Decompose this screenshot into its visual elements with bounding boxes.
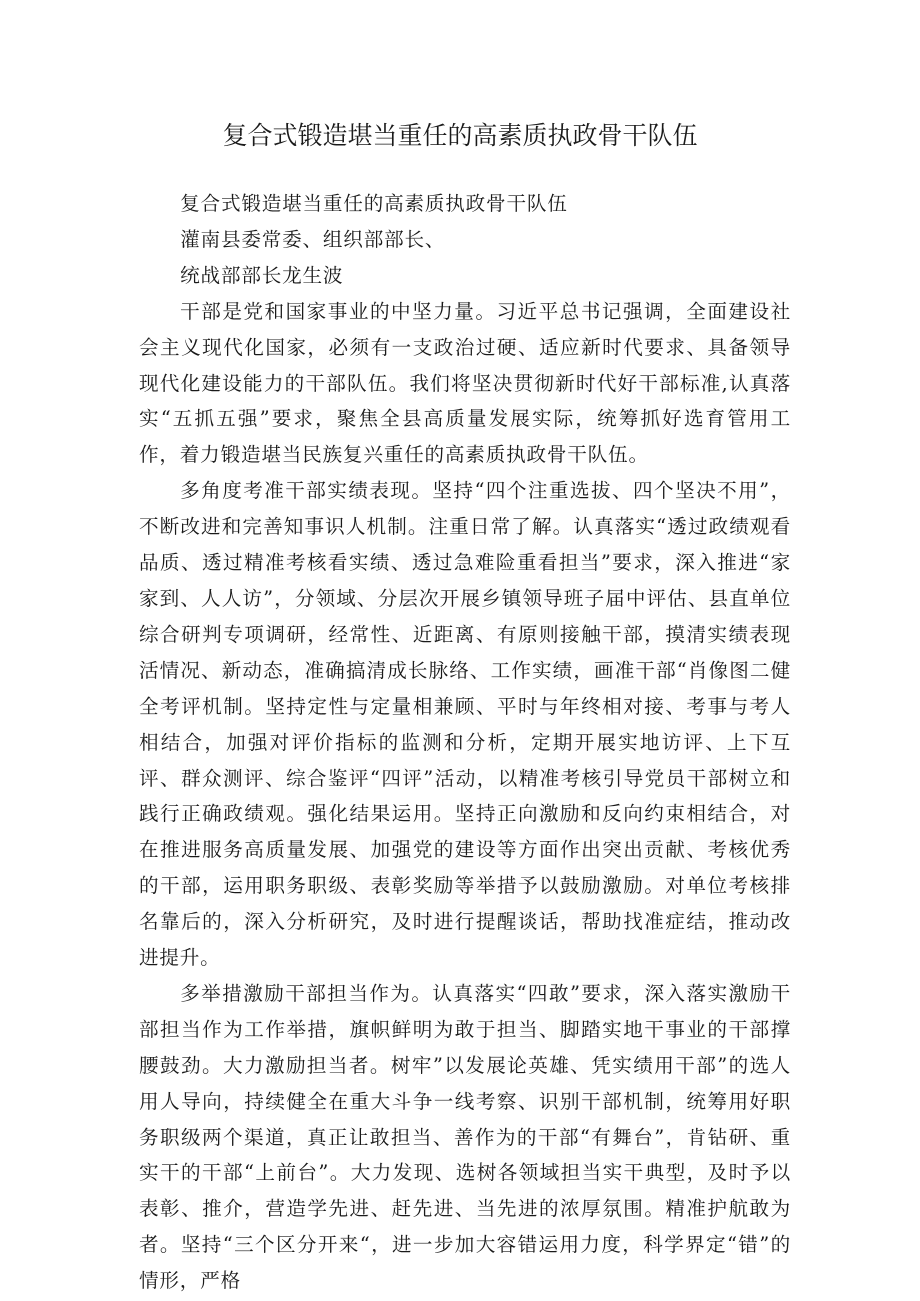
paragraph-intro: 干部是党和国家事业的中坚力量。习近平总书记强调，全面建设社会主义现代化国家，必须有一支政治过硬、适应新时代要求、具备领导现代化建设能力的干部队伍。我们将坚决贯彻新时代好干部标准,认真落实“五抓五强”要求，聚焦全县高质量发展实际，统筹抓好选育管用工作，着力锻造堪当民族复兴重任的高素质执政骨干队伍。 [139, 299, 791, 467]
document-title: 复合式锻造堪当重任的高素质执政骨干队伍 [222, 121, 698, 150]
document-body [139, 186, 791, 1299]
author-line-1: 灌南县委常委、组织部部长、 [180, 227, 446, 251]
document-subtitle: 复合式锻造堪当重任的高素质执政骨干队伍 [180, 192, 568, 215]
paragraph-incentive: 多举措激励干部担当作为。认真落实“四敢”要求，深入落实激励干部担当作为工作举措，旗帜鲜明为敢于担当、脚踏实地干事业的干部撑腰鼓劲。大力激励担当者。树牢”以发展论英雄、凭实绩用干部”的选人用人导向，持续健全在重大斗争一线考察、识别干部机制，统筹用好职务职级两个渠道，真正让敢担当、善作为的干部“有舞台”，肯钻研、重实干的干部“上前台”。大力发现、选树各领域担当实干典型，及时予以表彰、推介，营造学先进、赶先进、当先进的浓厚氛围。精准护航敢为者。坚持“三个区分开来“，进一步加大容错运用力度，科学界定“错”的情形，严格 [139, 981, 791, 1293]
author-line-2: 统战部部长龙生波 [180, 263, 344, 287]
paragraph-assessment: 多角度考准干部实绩表现。坚持“四个注重选拔、四个坚决不用”，不断改进和完善知事识人机制。注重日常了解。认真落实“透过政绩观看品质、透过精准考核看实绩、透过急难险重看担当”要求，深入推进“家家到、人人访”，分领域、分层次开展乡镇领导班子届中评估、县直单位综合研判专项调研，经常性、近距离、有原则接触干部，摸清实绩表现活情况、新动态，准确搞清成长脉络、工作实绩，画准干部“肖像图二健全考评机制。坚持定性与定量相兼顾、平时与年终相对接、考事与考人相结合，加强对评价指标的监测和分析，定期开展实地访评、上下互评、群众测评、综合鉴评“四评”活动，以精准考核引导党员干部树立和践行正确政绩观。强化结果运用。坚持正向激励和反向约束相结合，对在推进服务高质量发展、加强党的建设等方面作出突出贡献、考核优秀的干部，运用职务职级、表彰奖励等举措予以鼓励激励。对单位考核排名靠后的，深入分析研究，及时进行提醒谈话，帮助找准症结，推动改进提升。 [139, 479, 791, 970]
